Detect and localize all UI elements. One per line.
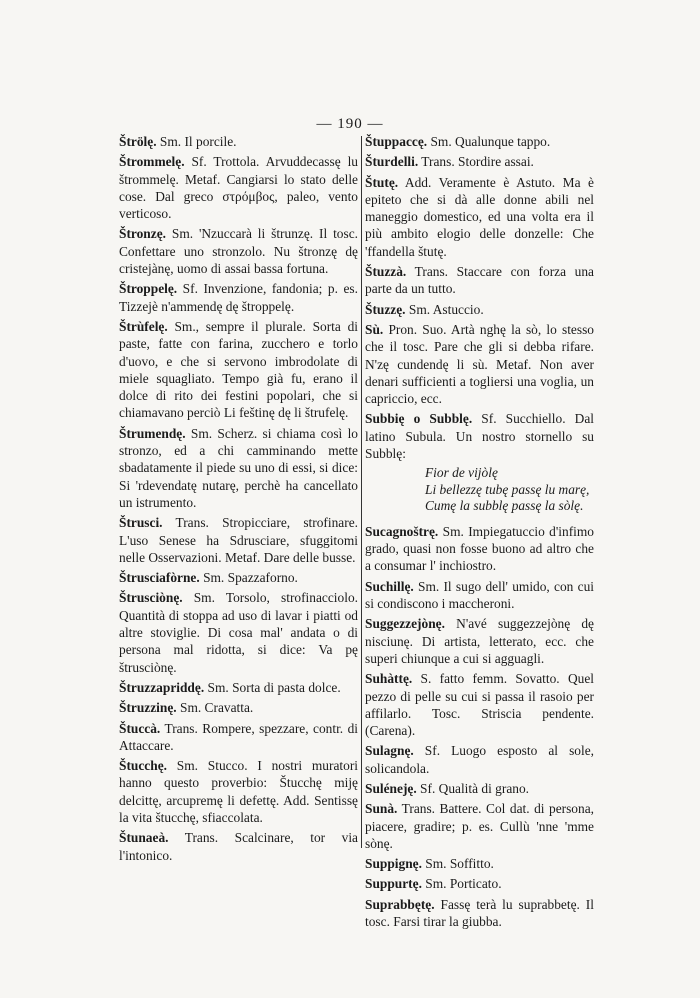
dictionary-entry xyxy=(365,670,594,739)
definition: Pron. Suo. Artà nghę la sò, lo stesso che il tosc. Pare che gli si debba rifare. N'zę cundendę li sù. Metaf. Non aver denari sufficienti a togliersi una voglia, un capriccio, ecc. xyxy=(365,321,594,407)
dictionary-entry xyxy=(365,780,594,797)
headword: Štruzzapriddę. xyxy=(119,679,205,695)
dictionary-entry xyxy=(365,410,594,462)
headword: Štrölę. xyxy=(119,134,157,149)
stornello-verse xyxy=(365,465,594,515)
dictionary-entry xyxy=(119,589,358,675)
definition: Sf. Succhiello. Dal latino Subula. Un nostro stornello su Subblę: xyxy=(365,411,594,462)
definition: Sm. Qualunque tappo. xyxy=(427,134,551,149)
headword: Suprabbętę. xyxy=(365,896,435,912)
column-divider xyxy=(361,136,362,848)
right-column xyxy=(365,133,594,933)
headword: Štrumendę. xyxy=(119,425,186,441)
headword: Štroppelę. xyxy=(119,281,178,297)
definition: Sm. Soffitto. xyxy=(421,856,494,872)
definition: S. fatto femm. Sovatto. Quel pezzo di pelle su cui si passa il rasoio per affilarlo. Tosc. Striscia pendente. (Carena). xyxy=(365,671,594,739)
dictionary-entry xyxy=(119,829,358,864)
definition: Sm. Porticato. xyxy=(421,876,502,892)
headword: Sunà. xyxy=(365,801,398,817)
verse-line: Li bellezzę tubę passę lu marę, xyxy=(425,481,590,497)
definition: Trans. Battere. Col dat. di persona, piacere, gradire; p. es. Cullù 'nne 'mme sònę. xyxy=(365,801,594,851)
definition: Sm. Impiegatuccio d'infimo grado, quasi non fosse buono ad altro che a consumar l' inchiostro. xyxy=(365,523,594,574)
definition: Fassę terà lu suprabbetę. Il tosc. Farsi tirar la giubba. xyxy=(365,896,594,930)
dictionary-entry xyxy=(119,280,358,315)
headword: Suchillę. xyxy=(365,578,414,594)
left-column xyxy=(119,133,358,867)
headword: Šturdelli. xyxy=(365,154,419,170)
headword: Štutę. xyxy=(365,174,399,190)
dictionary-entry xyxy=(365,578,594,613)
dictionary-entry xyxy=(119,679,358,696)
verse-line: Cumę la subblę passę la sòlę. xyxy=(425,498,584,514)
dictionary-entry xyxy=(119,569,358,586)
headword: Suléneję. xyxy=(365,781,417,796)
verse-line: Fior de vijòlę xyxy=(425,465,498,481)
headword: Suhàttę. xyxy=(365,671,413,687)
dictionary-entry xyxy=(365,523,594,575)
definition: Sm. Scherz. si chiama così lo stronzo, ed a chi camminando mette sbadatamente il piede su uno di essi, si dice: Si 'rdevendatę nutarę, perchè ha cancellato un istrumento. xyxy=(119,425,358,510)
dictionary-entry xyxy=(365,153,594,170)
definition: Trans. Stordire assai. xyxy=(418,154,534,170)
dictionary-entry xyxy=(119,225,358,277)
definition: Sm. Spazzaforno. xyxy=(199,570,298,586)
headword: Štunaeà. xyxy=(119,830,169,846)
headword: Sucagnoštrę. xyxy=(365,523,439,539)
definition: Sf. Qualità di grano. xyxy=(416,781,530,796)
dictionary-entry xyxy=(365,133,594,150)
headword: Štuppaccę. xyxy=(365,134,428,149)
dictionary-entry xyxy=(365,301,594,318)
definition: Sm. Stucco. I nostri muratori hanno questo proverbio: Štucchę miję delcittę, arcupremę li defettę. Add. Sentissę la vita štucchę, sfiaccolata. xyxy=(119,758,358,825)
definition: Trans. Rompere, spezzare, contr. di Attaccare. xyxy=(119,720,358,753)
headword: Štucchę. xyxy=(119,758,167,774)
dictionary-entry xyxy=(365,742,594,777)
definition: N'avé suggezzejònę dę nisciunę. Di artista, letterato, ecc. che superi chiunque a cui si agguagli. xyxy=(365,616,594,666)
headword: Štrùfelę. xyxy=(119,318,168,334)
headword: Suppurtę. xyxy=(365,876,422,892)
headword: Štrusciafòrne. xyxy=(119,570,200,586)
definition: Add. Veramente è Astuto. Ma è epiteto che si dà alle donne abili nel maneggio domestico, ed una volta era il più ambito elogio delle donzelle: Che 'ffandella štutę. xyxy=(365,174,594,259)
dictionary-entry xyxy=(365,800,594,852)
definition: Sm. Torsolo, strofinacciolo. Quantità di stoppa ad uso di lavar i piatti od altre stoviglie. Di cosa mal' andata o di persona mal ridotta, si dice: Va pę štrusciònę. xyxy=(119,590,358,675)
definition: Trans. Stropicciare, strofinare. L'uso Senese ha Sdrusciare, sfuggitomi nelle Osservazioni. Metaf. Dare delle busse. xyxy=(119,515,358,565)
headword: Suppignę. xyxy=(365,856,422,872)
definition: Trans. Staccare con forza una parte da un tutto. xyxy=(365,264,594,297)
headword: Štrusciònę. xyxy=(119,590,183,606)
definition: Sf. Trottola. Arvuddecassę lu štrommelę. Metaf. Cangiarsi lo stato delle cose. Dal greco στρόμβος, paleo, vento verticoso. xyxy=(119,154,358,222)
headword: Štuccà. xyxy=(119,720,161,736)
dictionary-entry xyxy=(365,615,594,667)
dictionary-entry xyxy=(119,757,358,826)
dictionary-entry xyxy=(365,321,594,407)
dictionary-entry xyxy=(119,425,358,511)
dictionary-entry xyxy=(365,896,594,931)
headword: Štuzzę. xyxy=(365,301,406,317)
definition: Sf. Luogo esposto al sole, solicandola. xyxy=(365,743,594,776)
headword: Štrusci. xyxy=(119,515,163,531)
dictionary-entry xyxy=(365,855,594,872)
definition: Sm. Il sugo dell' umido, con cui si condiscono i maccheroni. xyxy=(365,578,594,612)
dictionary-entry xyxy=(365,174,594,260)
dictionary-entry xyxy=(119,133,358,150)
definition: Sm. Il porcile. xyxy=(156,134,237,149)
definition: Sm. Astuccio. xyxy=(405,301,484,317)
dictionary-entry xyxy=(119,318,358,422)
headword: Subbię o Subblę. xyxy=(365,411,473,427)
headword: Sù. xyxy=(365,321,384,337)
dictionary-entry xyxy=(119,699,358,716)
dictionary-entry xyxy=(119,153,358,222)
definition: Sm. Cravatta. xyxy=(176,700,254,716)
dictionary-entry xyxy=(365,263,594,298)
dictionary-entry xyxy=(119,720,358,755)
headword: Sulagnę. xyxy=(365,743,414,759)
headword: Štuzzà. xyxy=(365,264,407,280)
headword: Štruzzinę. xyxy=(119,700,177,716)
definition: Sm. 'Nzuccarà li štrunzę. Il tosc. Confettare uno stronzolo. Nu štronzę dę cristejànę, uomo di assai bassa fortuna. xyxy=(119,226,358,277)
headword: Suggezzejònę. xyxy=(365,616,445,632)
headword: Štronzę. xyxy=(119,226,166,242)
definition: Sm. Sorta di pasta dolce. xyxy=(204,679,341,695)
headword: Štrommelę. xyxy=(119,154,185,170)
page-number: — 190 — xyxy=(316,116,384,132)
definition: Sm., sempre il plurale. Sorta di paste, fatte con farina, zucchero e torlo d'uovo, e che si servono imbrodolate di miele squagliato. Tempo già fu, erano il dolce di rito dei festini popolari, che si chiamavano perciò Li feštinę dę li štrufelę. xyxy=(119,318,358,421)
definition: Trans. Scalcinare, tor via l'intonico. xyxy=(119,830,358,863)
definition: Sf. Invenzione, fandonia; p. es. Tizzejè n'ammendę dę štroppelę. xyxy=(119,281,358,314)
dictionary-entry xyxy=(365,875,594,892)
dictionary-entry xyxy=(119,514,358,566)
